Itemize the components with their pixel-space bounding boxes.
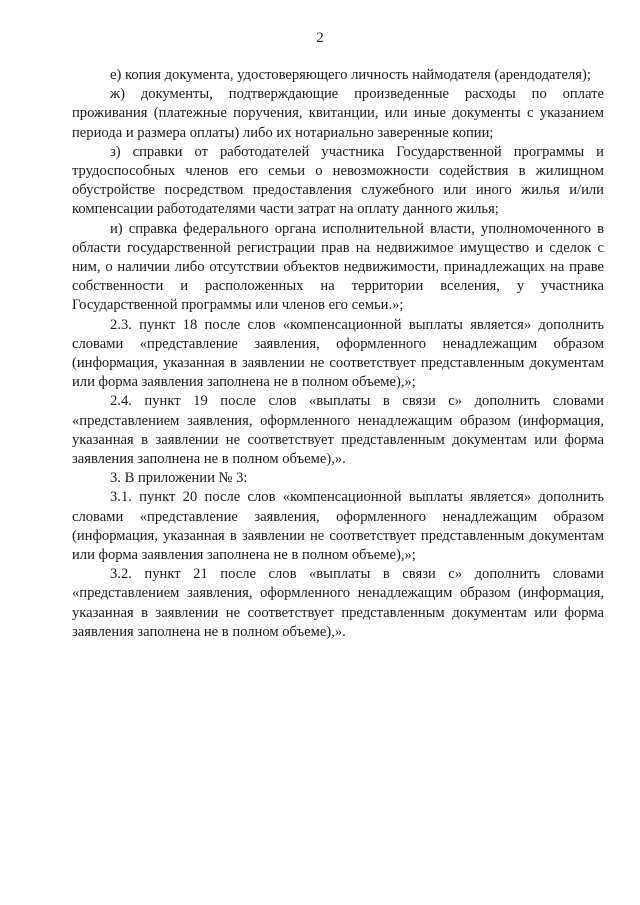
paragraph-2-3-item-18: 2.3. пункт 18 после слов «компенсационной выплаты является» дополнить словами «представление заявления, оформленного ненадлежащим образом (информация, указанная в заявлении не соответствует представленным документам или форма заявления заполнена не в полном объеме),»; bbox=[72, 316, 604, 391]
paragraph-3-appendix-3: 3. В приложении № 3: bbox=[110, 470, 248, 487]
paragraph-3-1-item-20: 3.1. пункт 20 после слов «компенсационной выплаты является» дополнить словами «представление заявления, оформленного ненадлежащим образом (информация, указанная в заявлении не соответствует представленным документам или форма заявления заполнена не в полном объеме),»; bbox=[72, 489, 604, 564]
paragraph-zh-payment-documents: ж) документы, подтверждающие произведенные расходы по оплате проживания (платежные поручения, квитанции, или иные документы с указанием периода и размера оплаты) либо их нотариально заверенные копии; bbox=[72, 86, 604, 141]
paragraph-2-4-item-19: 2.4. пункт 19 после слов «выплаты в связи с» дополнить словами «представлением заявления, оформленного ненадлежащим образом (информация, указанная в заявлении не соответствует представленным документам или форма заявления заполнена не в полном объеме),». bbox=[72, 393, 604, 468]
document-body bbox=[72, 66, 604, 642]
page-number: 2 bbox=[316, 30, 324, 46]
paragraph-z-employer-certificates: з) справки от работодателей участника Государственной программы и трудоспособных членов его семьи о невозможности содействия в жилищном обустройстве посредством предоставления служебного или иного жилья и/или компенсации работодателями части затрат на оплату данного жилья; bbox=[72, 143, 604, 218]
paragraph-3-2-item-21: 3.2. пункт 21 после слов «выплаты в связи с» дополнить словами «представлением заявления, оформленного ненадлежащим образом (информация, указанная в заявлении не соответствует представленным документам или форма заявления заполнена не в полном объеме),». bbox=[72, 566, 604, 640]
paragraph-e-copy-document: е) копия документа, удостоверяющего личность наймодателя (арендодателя); bbox=[110, 67, 591, 83]
paragraph-i-federal-certificate: и) справка федерального органа исполнительной власти, уполномоченного в области государственной регистрации прав на недвижимое имущество и сделок с ним, о наличии либо отсутствии объектов недвижимости, принадлежащих на праве собственности и расположенных на территории вселения, у участника Государственной программы или членов его семьи.»; bbox=[72, 220, 604, 314]
